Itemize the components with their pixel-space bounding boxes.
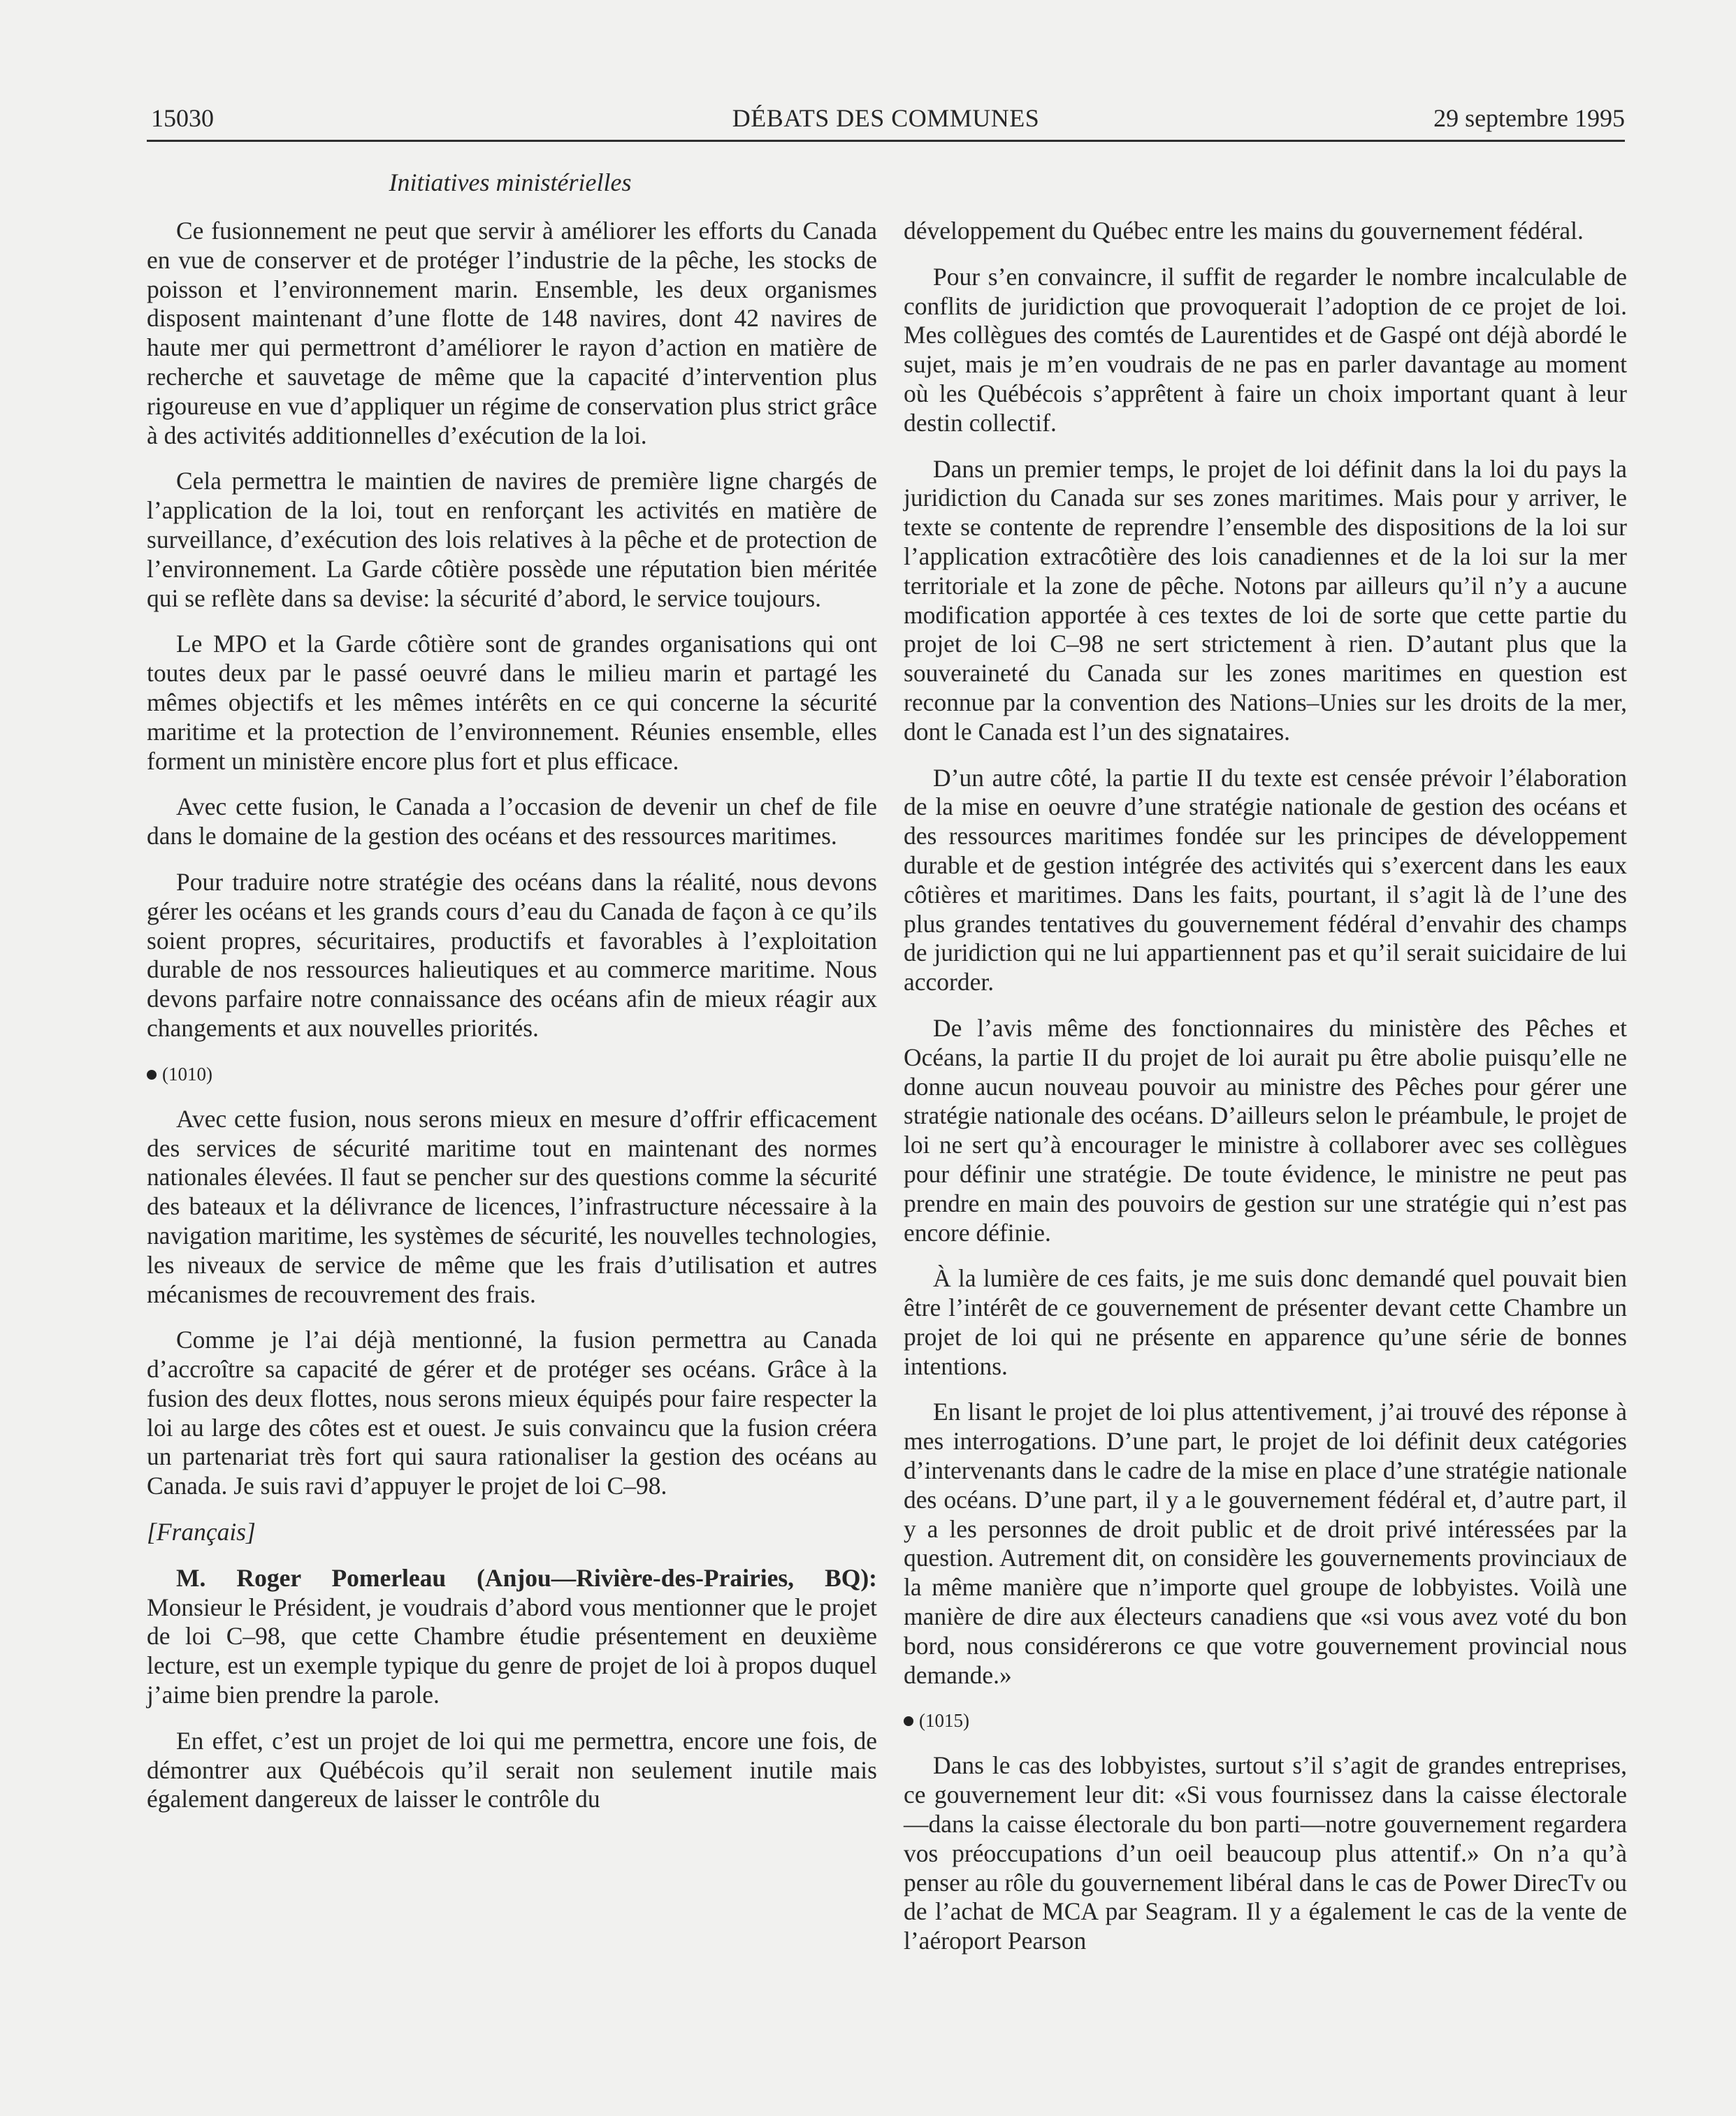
paragraph: En effet, c’est un projet de loi qui me permettra, encore une fois, de démontrer aux Québécois qu’il serait non seulement inutile mais également dangereux de laisser le contrôle du: [147, 1726, 877, 1813]
paragraph: Avec cette fusion, le Canada a l’occasion de devenir un chef de file dans le domaine de la gestion des océans et des ressources maritimes.: [147, 792, 877, 850]
paragraph: Dans le cas des lobbyistes, surtout s’il s’agit de grandes entreprises, ce gouvernement leur dit: «Si vous fournissez dans la caisse électorale—dans la caisse électorale du bon parti—notre gouvernement regardera vos préoccupations d’un oeil beaucoup plus attentif.» On n’a qu’à penser au rôle du gouvernement libéral dans le cas de Power DirecTv ou de l’achat de MCA par Seagram. Il y a également le cas de la vente de l’aéroport Pearson: [904, 1751, 1627, 1955]
page-number: 15030: [151, 104, 214, 132]
language-tag: [Français]: [147, 1518, 256, 1546]
bullet-icon: [904, 1716, 913, 1726]
paragraph: Comme je l’ai déjà mentionné, la fusion permettra au Canada d’accroître sa capacité de gérer et de protéger ses océans. Grâce à la fusion des deux flottes, nous serons mieux équipés pour faire respecter la loi au large des côtes est et ouest. Je suis convaincu que la fusion créera un partenariat très fort qui saura rationaliser la gestion des océans au Canada. Je suis ravi d’appuyer le projet de loi C–98.: [147, 1326, 877, 1500]
time-marker: [904, 1706, 1627, 1734]
right-column: [904, 217, 1627, 1973]
paragraph: De l’avis même des fonctionnaires du ministère des Pêches et Océans, la partie II du projet de loi aurait pu être abolie puisqu’elle ne donne aucun nouveau pouvoir au ministre des Pêches pour gérer une stratégie nationale des océans. D’ailleurs selon le préambule, le projet de loi ne sert qu’à encourager le ministre à collaborer avec ses collègues pour définir une stratégie. De toute évidence, le ministre ne peut pas prendre en main des pouvoirs de gestion sur une stratégie qui n’est pas encore définie.: [904, 1013, 1628, 1247]
speech-text: Monsieur le Président, je voudrais d’abord vous mentionner que le projet de loi C–98, que cette Chambre étudie présentement en deuxième lecture, est un exemple typique du genre de projet de loi à propos duquel j’aime bien prendre la parole.: [147, 1593, 877, 1709]
paragraph: Cela permettra le maintien de navires de première ligne chargés de l’application de la loi, tout en renforçant les activités en matière de surveillance, d’exécution des lois relatives à la pêche et de protection de l’environnement. La Garde côtière possède une réputation bien méritée qui se reflète dans sa devise: la sécurité d’abord, le service toujours.: [147, 467, 877, 612]
paragraph-continued: développement du Québec entre les mains du gouvernement fédéral.: [904, 217, 1584, 245]
bullet-icon: [147, 1070, 157, 1080]
publication-title: DÉBATS DES COMMUNES: [732, 104, 1040, 132]
paragraph: À la lumière de ces faits, je me suis donc demandé quel pouvait bien être l’intérêt de ce gouvernement de présenter devant cette Chambre un projet de loi qui ne présente en apparence qu’une série de bonnes intentions.: [904, 1264, 1627, 1380]
page-header: [147, 96, 1625, 142]
paragraph: Pour s’en convaincre, il suffit de regarder le nombre incalculable de conflits de juridiction que provoquerait l’adoption de ce projet de loi. Mes collègues des comtés de Laurentides et de Gaspé ont déjà abordé le sujet, mais je m’en voudrais de ne pas en parler davantage au moment où les Québécois s’apprêtent à faire un choix important quant à leur destin collectif.: [904, 262, 1627, 437]
paragraph: D’un autre côté, la partie II du texte est censée prévoir l’élaboration de la mise en oeuvre d’une stratégie nationale de gestion des océans et des ressources maritimes fondée sur les principes de développement durable et de gestion intégrée des activités qui s’exercent dans les eaux côtières et maritimes. Dans les faits, pourtant, il s’agit là de l’une des plus grandes tentatives du gouvernement fédéral d’envahir des champs de juridiction qui ne lui appartiennent pas et qu’il serait suicidaire de lui accorder.: [904, 763, 1627, 997]
paragraph: Avec cette fusion, nous serons mieux en mesure d’offrir efficacement des services de sécurité maritime tout en maintenant des normes nationales élevées. Il faut se pencher sur des questions comme la sécurité des bateaux et la délivrance de licences, l’infrastructure nécessaire à la navigation maritime, les systèmes de sécurité, les nouvelles technologies, les niveaux de service de même que les frais d’utilisation et autres mécanismes de recouvrement des frais.: [147, 1104, 877, 1308]
paragraph: Ce fusionnement ne peut que servir à améliorer les efforts du Canada en vue de conserver et de protéger l’industrie de la pêche, les stocks de poisson et l’environnement marin. Ensemble, les deux organismes disposent maintenant d’une flotte de 148 navires, dont 42 navires de haute mer qui permettront d’améliorer le rayon d’action en matière de recherche et sauvetage de même que la capacité d’intervention plus rigoureuse en vue d’appliquer un régime de conservation plus strict grâce à des activités additionnelles d’exécution de la loi.: [147, 217, 877, 449]
speaker-name: M. Roger Pomerleau (Anjou—Rivière-des-Prairies, BQ):: [176, 1563, 877, 1592]
section-rubric: Initiatives ministérielles: [389, 168, 632, 196]
time-marker: [147, 1060, 877, 1088]
time-marker-label: (1015): [919, 1710, 969, 1732]
time-marker-label: (1010): [162, 1063, 212, 1085]
page-date: 29 septembre 1995: [1433, 104, 1625, 132]
paragraph: Dans un premier temps, le projet de loi définit dans la loi du pays la juridiction du Canada sur ses zones maritimes. Mais pour y arriver, le texte se contente de reprendre l’ensemble des dispositions de la loi sur l’application extracôtière des lois canadiennes et de la loi sur la mer territoriale et la zone de pêche. Notons par ailleurs qu’il n’y a aucune modification apportée à ces textes de loi de sorte que cette partie du projet de loi C–98 ne sert strictement à rien. D’autant plus que la souveraineté du Canada sur les zones maritimes en question est reconnue par la convention des Nations–Unies sur les droits de la mer, dont le Canada est l’un des signataires.: [904, 454, 1627, 746]
left-column: [147, 217, 877, 1831]
paragraph: Le MPO et la Garde côtière sont de grandes organisations qui ont toutes deux par le passé oeuvré dans le milieu marin et partagé les mêmes objectifs et les mêmes intérêts en ce qui concerne la sécurité maritime et la protection de l’environnement. Réunies ensemble, elles forment un ministère encore plus fort et plus efficace.: [147, 630, 877, 775]
paragraph: Pour traduire notre stratégie des océans dans la réalité, nous devons gérer les océans et les grands cours d’eau du Canada de façon à ce qu’ils soient propres, sécuritaires, productifs et favorables à l’exploitation durable de nos ressources halieutiques et au commerce maritime. Nous devons parfaire notre connaissance des océans afin de mieux réagir aux changements et aux nouvelles priorités.: [147, 867, 877, 1042]
paragraph: En lisant le projet de loi plus attentivement, j’ai trouvé des réponse à mes interrogations. D’une part, le projet de loi définit deux catégories d’intervenants dans le cadre de la mise en place d’une stratégie nationale des océans. D’une part, il y a le gouvernement fédéral et, d’autre part, il y a les personnes de droit public et de droit privé intéressées par la question. Autrement dit, on considère les gouvernements provinciaux de la même manière que n’importe quel groupe de lobbyistes. Voilà une manière de dire aux électeurs canadiens que «si vous avez voté du bon bord, nous considérerons ce que votre gouvernement provincial nous demande.»: [904, 1398, 1627, 1689]
speaker-paragraph: [147, 1564, 877, 1710]
